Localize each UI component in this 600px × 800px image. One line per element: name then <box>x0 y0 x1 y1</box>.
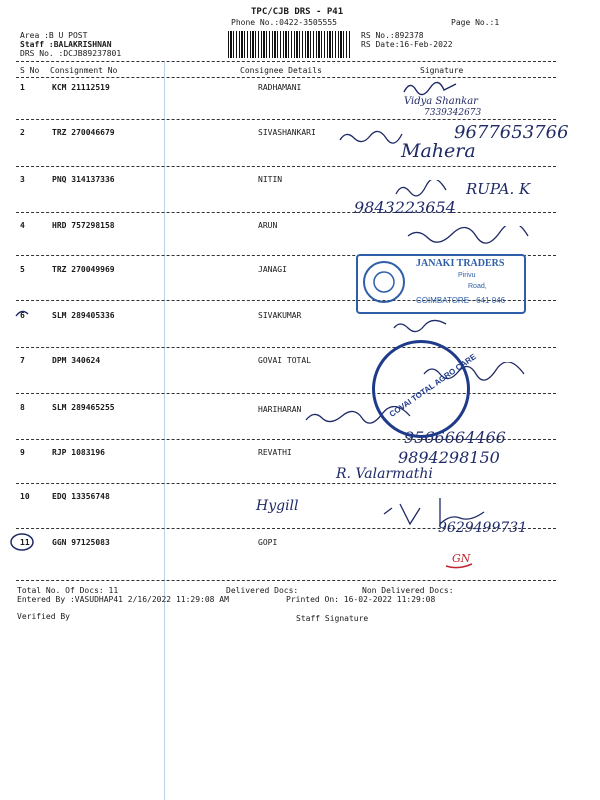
verified-by-label: Verified By <box>17 612 70 621</box>
phone-number: Phone No.:0422-3505555 <box>231 18 337 27</box>
row-8-sno: 8 <box>20 403 25 412</box>
row-9-sno: 9 <box>20 448 25 457</box>
stamp-address-2: Road, <box>468 283 487 290</box>
row-3-consignee: NITIN <box>258 175 283 184</box>
circle-mark-icon <box>8 530 38 554</box>
signature-scribble-icon <box>392 180 452 198</box>
row-1-consignment: KCM 21112519 <box>52 83 110 92</box>
drs-number: DRS No. :DCJB89237801 <box>20 49 122 58</box>
handwriting-r10-phone: 9629499731 <box>438 520 528 536</box>
row-3-sno: 3 <box>20 175 25 184</box>
stamp-company-name: JANAKI TRADERS <box>416 258 505 269</box>
handwriting-r10-name: Hygill <box>256 498 299 514</box>
handwriting-r3-phone: 9843223654 <box>354 198 456 217</box>
row-11-sno: 11 <box>20 538 30 547</box>
barcode <box>228 31 350 58</box>
red-underline-icon <box>444 550 474 570</box>
handwriting-r11-mark: GN <box>452 552 471 565</box>
rs-date: RS Date:16-Feb-2022 <box>361 40 453 49</box>
row-6-consignment: SLM 289405336 <box>52 311 115 320</box>
handwriting-r9-name: R. Valarmathi <box>336 466 433 482</box>
row-4-sno: 4 <box>20 221 25 230</box>
non-delivered-docs: Non Delivered Docs: <box>362 586 454 595</box>
row-11-consignment: GGN 97125083 <box>52 538 110 547</box>
signature-scribble-icon <box>404 226 534 244</box>
area-label: Area :B U POST <box>20 31 88 40</box>
row-6-sno: 6 <box>20 311 25 320</box>
stamp-logo-icon <box>362 260 406 304</box>
row-2-consignee: SIVASHANKARI <box>258 128 316 137</box>
janaki-traders-stamp <box>356 254 526 314</box>
delivered-docs: Delivered Docs: <box>226 586 299 595</box>
col-header-consignee: Consignee Details <box>240 66 322 75</box>
row-divider <box>16 347 556 348</box>
stamp-address-3: COIMBATORE - 641 046 <box>416 296 506 305</box>
row-4-consignment: HRD 757298158 <box>52 221 115 230</box>
handwriting-r3-name: RUPA. K <box>466 180 531 198</box>
divider <box>16 77 556 78</box>
handwriting-r1-phone: 7339342673 <box>424 108 482 118</box>
row-1-sno: 1 <box>20 83 25 92</box>
row-7-consignment: DPM 340624 <box>52 356 101 365</box>
row-5-consignment: TRZ 270049969 <box>52 265 115 274</box>
total-docs: Total No. Of Docs: 11 <box>17 586 119 595</box>
row-5-sno: 5 <box>20 265 25 274</box>
column-separator <box>164 62 165 800</box>
row-7-sno: 7 <box>20 356 25 365</box>
divider <box>16 61 556 62</box>
printed-on: Printed On: 16-02-2022 11:29:08 <box>286 595 436 604</box>
signature-scribble-icon <box>336 126 406 148</box>
row-10-sno: 10 <box>20 492 30 501</box>
row-divider <box>16 119 556 120</box>
row-8-consignee: HARIHARAN <box>258 405 302 414</box>
entered-by: Entered By :VASUDHAP41 2/16/2022 11:29:08 AM <box>17 595 229 604</box>
handwriting-r9-phone-1: 9566664466 <box>404 428 506 447</box>
handwriting-r1-name: Vidya Shankar <box>404 96 478 107</box>
col-header-sno: S No <box>20 66 40 75</box>
handwriting-r2-phone: 9677653766 <box>454 122 569 143</box>
row-6-consignee: SIVAKUMAR <box>258 311 302 320</box>
document-title: TPC/CJB DRS - P41 <box>251 7 344 17</box>
handwriting-r2-name: Mahera <box>401 140 476 162</box>
staff-signature-label: Staff Signature <box>296 614 369 623</box>
row-2-consignment: TRZ 270046679 <box>52 128 115 137</box>
row-divider <box>16 393 556 394</box>
covai-agro-stamp <box>372 340 478 438</box>
row-9-consignee: REVATHI <box>258 448 292 457</box>
row-3-consignment: PNQ 314137336 <box>52 175 115 184</box>
row-divider <box>16 212 556 213</box>
signature-scribble-icon <box>390 318 452 334</box>
pen-mark-icon <box>14 306 30 322</box>
handwriting-r9-phone-2: 9894298150 <box>398 448 500 467</box>
row-10-consignment: EDQ 13356748 <box>52 492 110 501</box>
stamp-address-1: Pirivu <box>458 272 476 279</box>
page-number: Page No.:1 <box>451 18 500 27</box>
row-8-consignment: SLM 289465255 <box>52 403 115 412</box>
row-11-consignee: GOPI <box>258 538 278 547</box>
row-divider <box>16 580 556 581</box>
row-7-consignee: GOVAI TOTAL <box>258 356 311 365</box>
staff-name: Staff :BALAKRISHNAN <box>20 40 112 49</box>
row-1-consignee: RADHAMANI <box>258 83 302 92</box>
stamp-circle-text: COVAI TOTAL AGRO CARE <box>387 352 478 419</box>
col-header-consignment: Consignment No <box>50 66 118 75</box>
row-4-consignee: ARUN <box>258 221 278 230</box>
col-header-signature: Signature <box>420 66 464 75</box>
row-5-consignee: JANAGI <box>258 265 287 274</box>
row-divider <box>16 483 556 484</box>
row-divider <box>16 166 556 167</box>
rs-number: RS No.:892378 <box>361 31 424 40</box>
row-2-sno: 2 <box>20 128 25 137</box>
row-9-consignment: RJP 1083196 <box>52 448 105 457</box>
